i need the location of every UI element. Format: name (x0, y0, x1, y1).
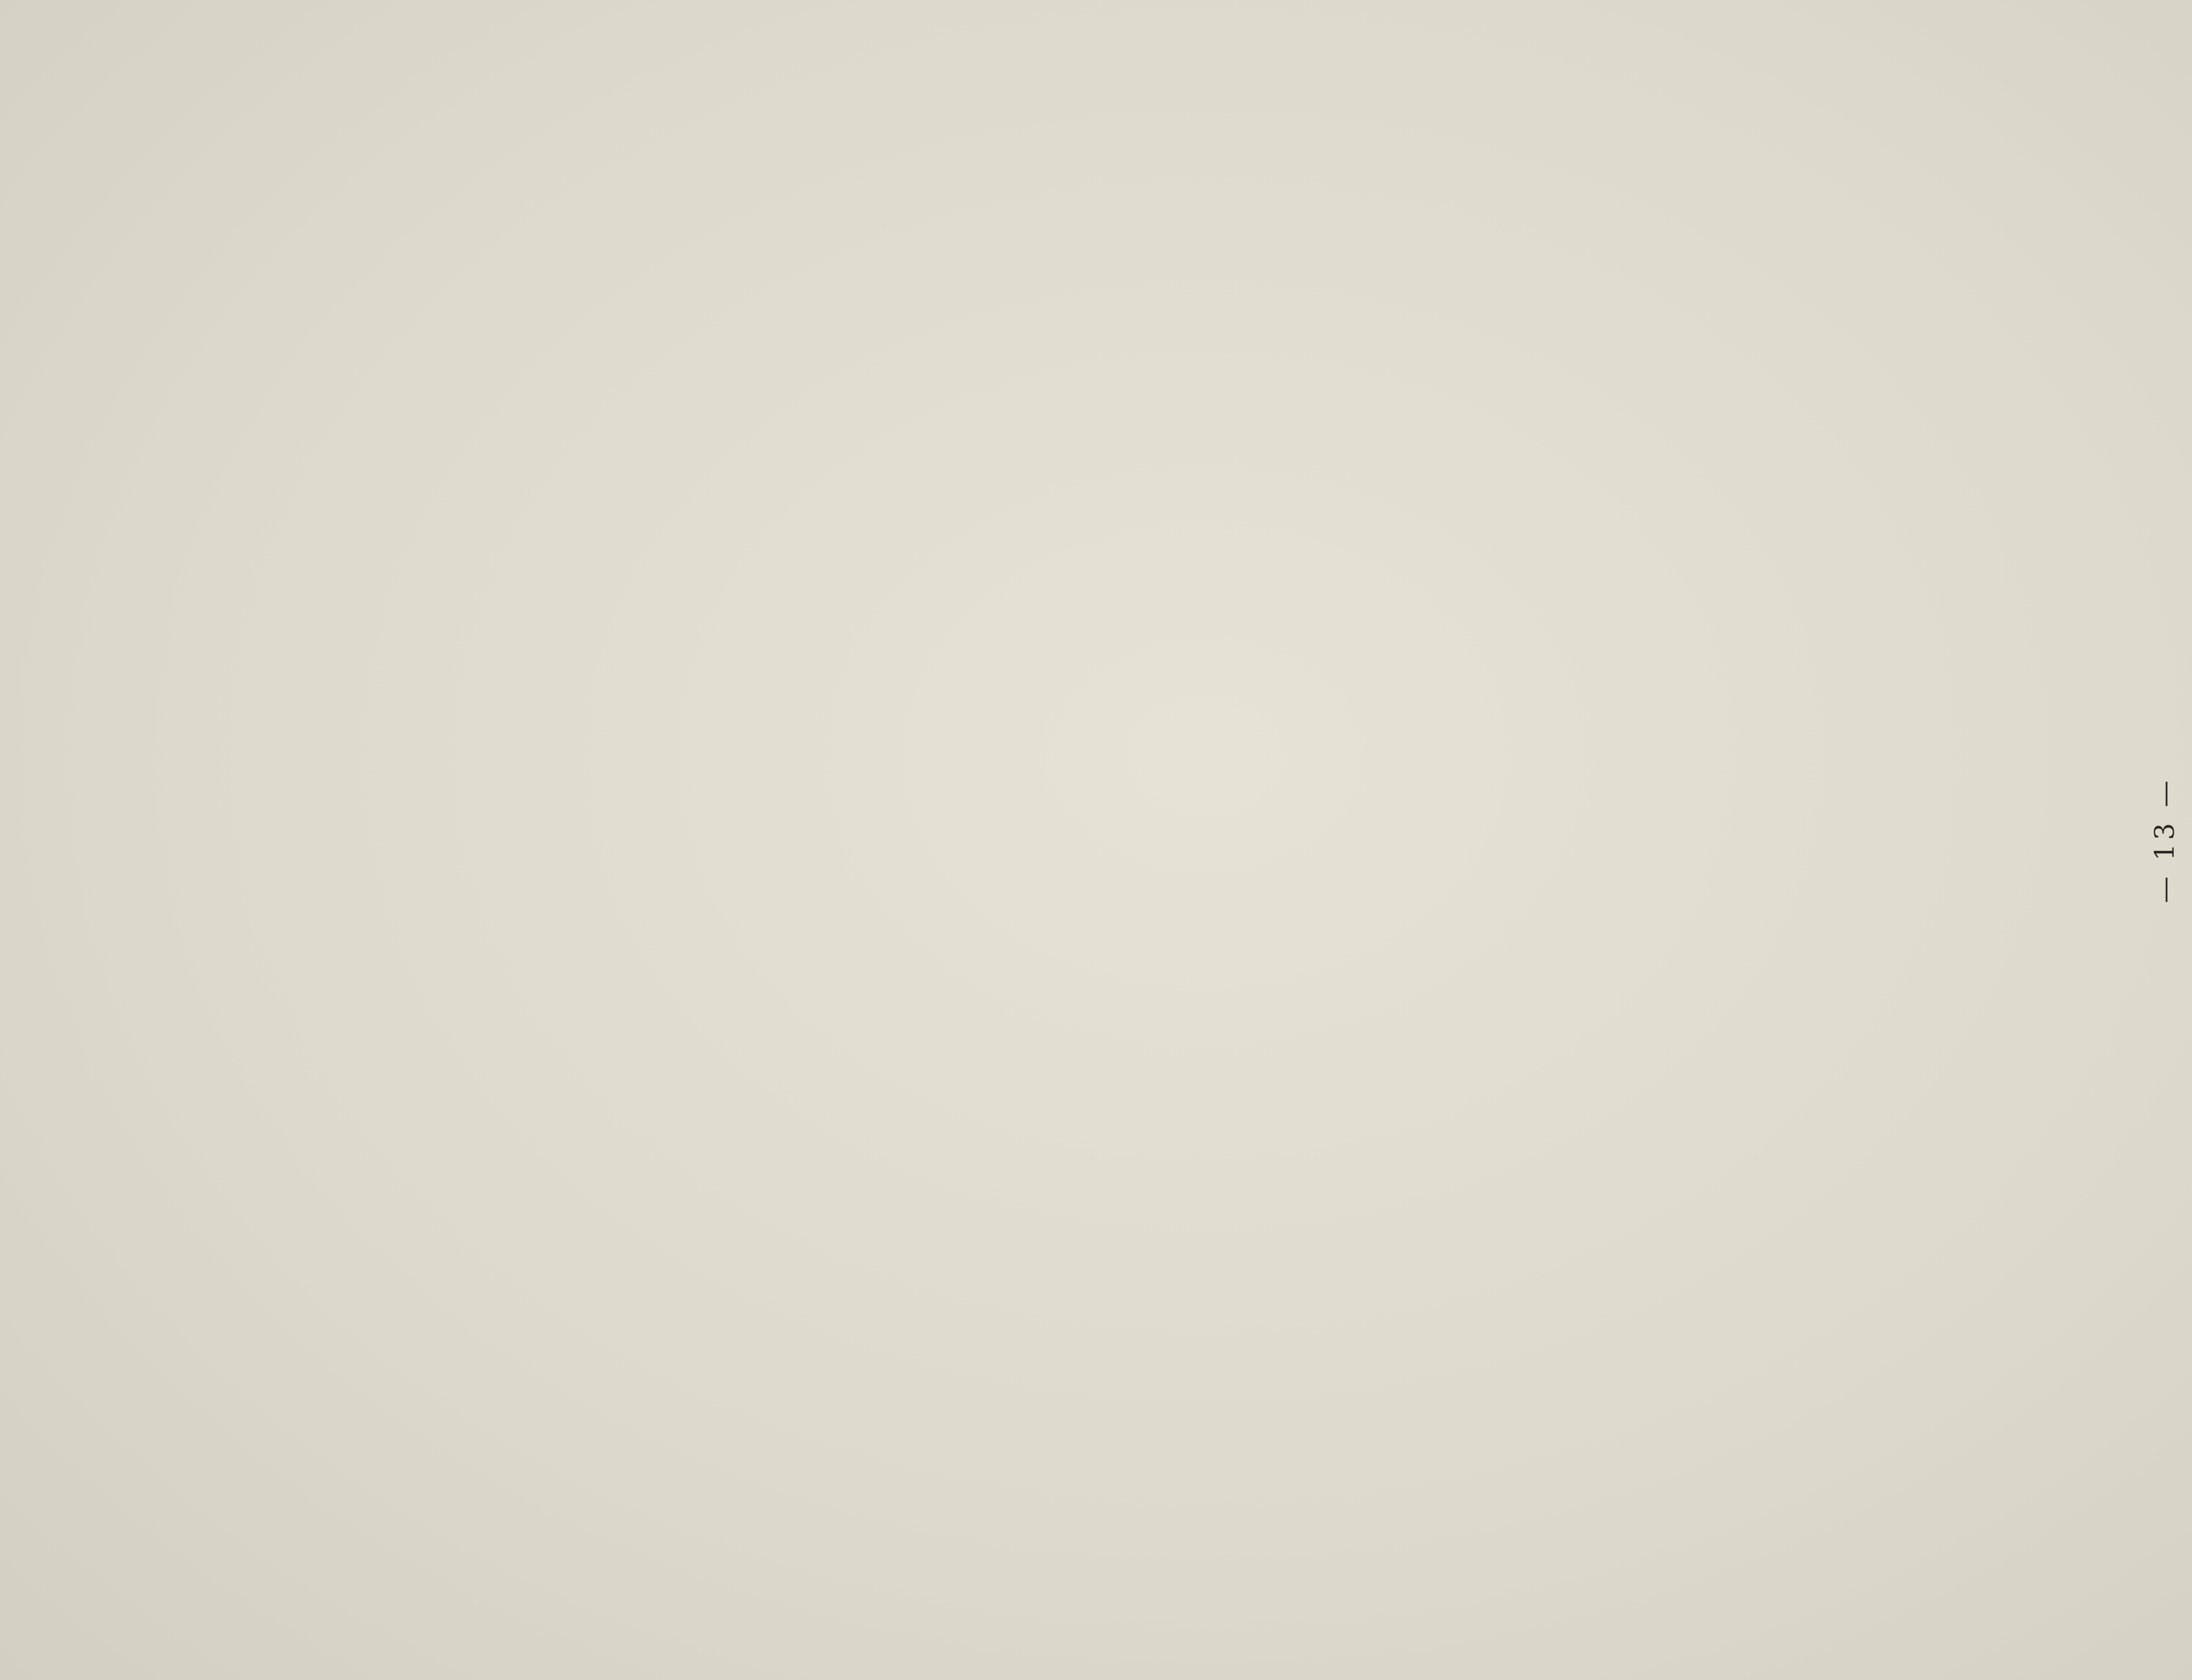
rotated-page (2071, 30, 2192, 1650)
page-number: — 13 — (2150, 777, 2180, 903)
